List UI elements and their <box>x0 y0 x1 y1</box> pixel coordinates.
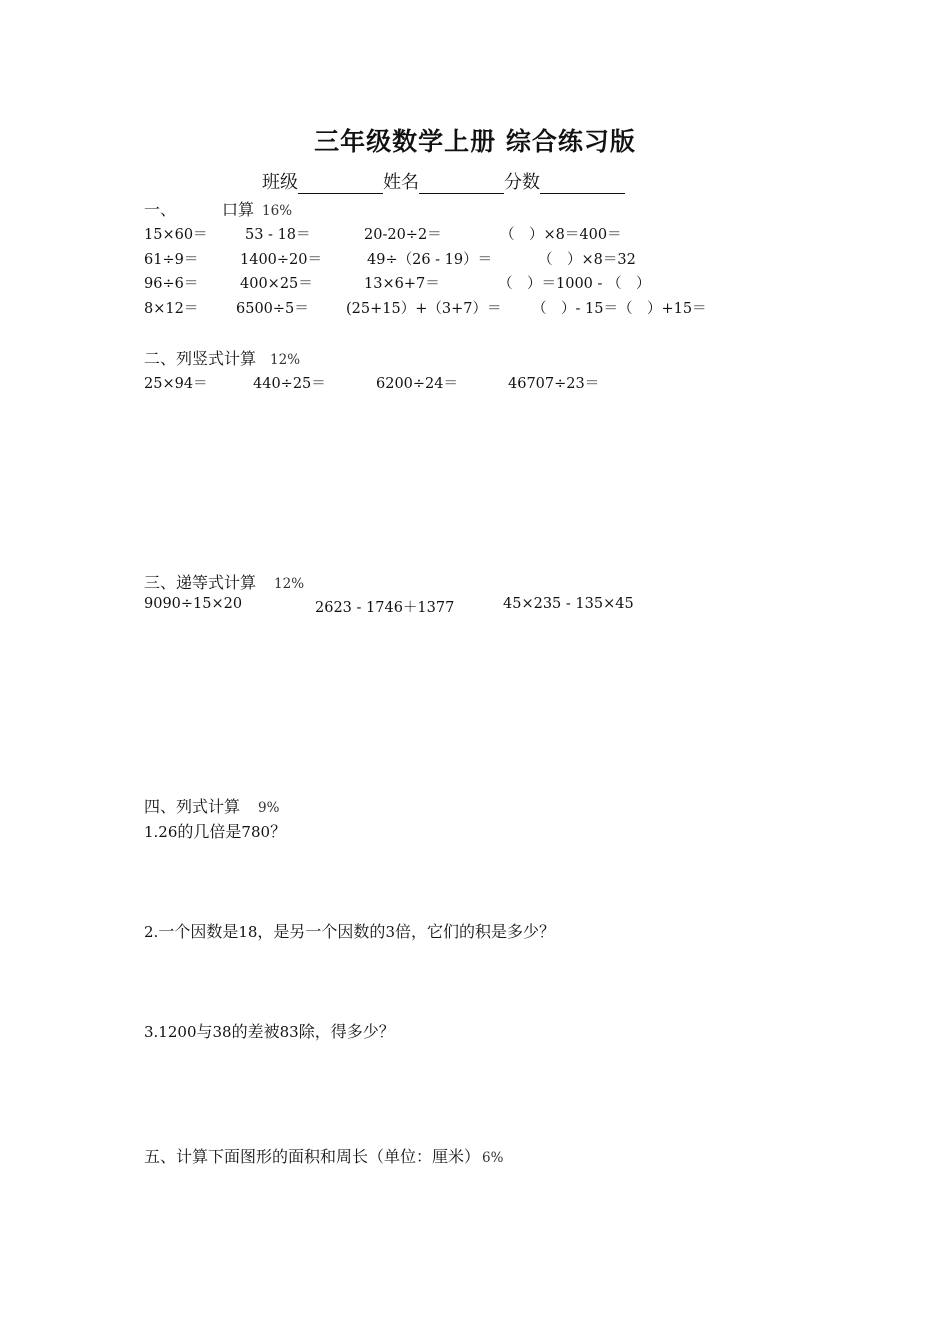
oral-item: 400×25＝ <box>240 276 313 292</box>
wp2-part: 倍，它们的积是多少？ <box>394 922 555 941</box>
word-problem-1 <box>144 819 286 842</box>
wp1-part: 780 <box>241 823 271 841</box>
oral-item: 49÷（26 - 19）＝ <box>367 252 493 268</box>
section-1-number: 一、 <box>144 200 177 219</box>
section-3-percent: 12% <box>274 576 305 592</box>
wp3-part: 的差被 <box>231 1022 280 1041</box>
section-3-heading <box>144 570 304 593</box>
vertical-item: 46707÷23＝ <box>508 376 600 392</box>
class-blank[interactable] <box>298 174 383 194</box>
oral-item: 6500÷5＝ <box>236 301 309 317</box>
section-3-name: 三、递等式计算 <box>144 573 257 592</box>
oral-item: （ ）- 15＝（ ）+15＝ <box>532 301 707 317</box>
oral-item: 53 - 18＝ <box>245 227 311 243</box>
wp2-part: ，是另一个因数的 <box>257 922 386 941</box>
wp2-part: 2. <box>144 923 159 941</box>
oral-item: 1400÷20＝ <box>240 252 323 268</box>
wp3-part: 除，得多少？ <box>298 1022 395 1041</box>
vertical-item: 25×94＝ <box>144 376 208 392</box>
student-info <box>262 168 625 194</box>
wp1-part: ？ <box>270 822 287 841</box>
section-5-percent: 6% <box>482 1150 504 1166</box>
score-label: 分数 <box>504 172 540 193</box>
wp2-part: 一个因数是 <box>158 922 239 941</box>
name-label: 姓名 <box>383 172 419 193</box>
word-problem-2 <box>144 919 555 942</box>
oral-item: 8×12＝ <box>144 301 199 317</box>
oral-item: （ ）×8＝400＝ <box>500 227 622 243</box>
wp3-part: 与 <box>196 1022 213 1041</box>
oral-item: (25+15）+（3+7）＝ <box>346 301 502 317</box>
section-5-heading <box>144 1144 503 1167</box>
oral-item: 61÷9＝ <box>144 252 199 268</box>
class-label: 班级 <box>262 172 298 193</box>
stepwise-item: 9090÷15×20 <box>144 596 243 612</box>
stepwise-item: 45×235 - 135×45 <box>503 596 634 612</box>
wp1-part: 的几倍是 <box>177 822 242 841</box>
vertical-item: 6200÷24＝ <box>376 376 459 392</box>
oral-item: 13×6+7＝ <box>364 276 440 292</box>
page-title: 三年级数学上册 综合练习版 <box>314 127 636 156</box>
section-1-percent: 16% <box>262 203 293 219</box>
section-4-heading <box>144 794 279 817</box>
wp1-part: 1.26 <box>144 823 178 841</box>
wp3-part: 38 <box>212 1023 232 1041</box>
oral-item: （ ）＝1000 - （ ） <box>498 276 651 292</box>
section-1-name: 口算 <box>222 200 255 219</box>
section-2-heading <box>144 346 300 369</box>
vertical-item: 440÷25＝ <box>253 376 326 392</box>
wp2-part: 18 <box>238 923 258 941</box>
section-2-name: 二、列竖式计算 <box>144 349 257 368</box>
oral-item: 96÷6＝ <box>144 276 199 292</box>
oral-item: （ ）×8＝32 <box>538 252 636 268</box>
section-5-name: 五、计算下面图形的面积和周长（单位：厘米） <box>144 1147 481 1166</box>
oral-item: 20-20÷2＝ <box>364 227 442 243</box>
section-4-percent: 9% <box>258 800 280 816</box>
name-blank[interactable] <box>419 174 504 194</box>
wp3-part: 3.1200 <box>144 1023 197 1041</box>
section-4-name: 四、列式计算 <box>144 797 241 816</box>
wp2-part: 3 <box>385 923 395 941</box>
oral-item: 15×60＝ <box>144 227 208 243</box>
wp3-part: 83 <box>279 1023 299 1041</box>
word-problem-3 <box>144 1019 395 1042</box>
stepwise-item: 2623 - 1746＋1377 <box>315 600 455 616</box>
section-1-heading <box>144 197 292 220</box>
score-blank[interactable] <box>540 174 625 194</box>
section-2-percent: 12% <box>270 352 301 368</box>
